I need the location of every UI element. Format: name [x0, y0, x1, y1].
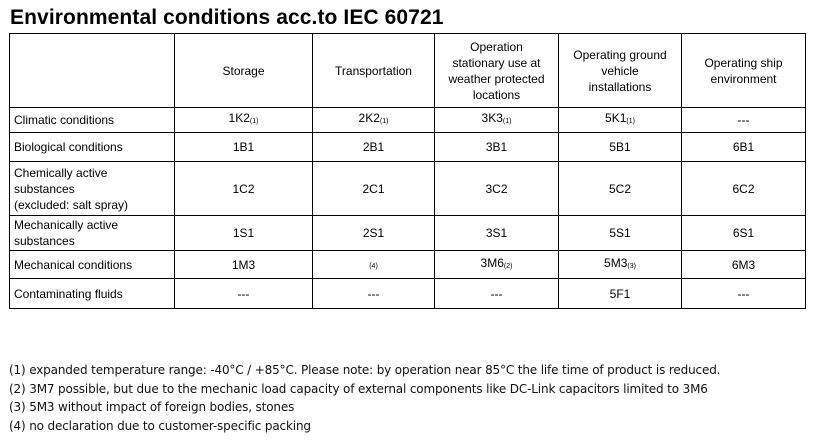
- footnote-reference: (4): [369, 262, 378, 270]
- table-cell: [175, 108, 313, 133]
- table-row: [10, 251, 806, 279]
- table-row: [10, 133, 806, 162]
- cell-value: 6M3: [731, 257, 756, 272]
- table-row: [10, 162, 806, 216]
- cell-value: 3C2: [485, 181, 508, 196]
- table-cell: [313, 108, 435, 133]
- row-label-text: substances: [14, 181, 75, 196]
- table-cell: [313, 162, 435, 216]
- cell-value: 1K2: [228, 111, 250, 125]
- footnote-reference: (1): [379, 118, 389, 125]
- cell-value: 6S1: [732, 226, 755, 240]
- column-header: [682, 34, 806, 108]
- cell-value: 1M3: [231, 257, 256, 272]
- row-label-cell: [10, 251, 175, 279]
- column-header-text: Storage: [222, 63, 265, 78]
- table-cell: [313, 279, 435, 309]
- table-header-row: [10, 34, 806, 108]
- cell-value: 2B1: [362, 140, 385, 154]
- page-title: Environmental conditions acc.to IEC 60721: [10, 6, 444, 29]
- column-header-text: Operating ground: [573, 47, 667, 62]
- column-header-text: Transportation: [335, 63, 412, 78]
- footnote-reference: (2): [503, 262, 513, 270]
- table-cell: [682, 251, 806, 279]
- table-cell: [175, 133, 313, 162]
- column-header-text: Operating ship: [704, 55, 783, 70]
- table-cell: [435, 133, 559, 162]
- cell-value: 5C2: [608, 181, 631, 196]
- table-row: [10, 216, 806, 251]
- footnote-line: (3) 5M3 without impact of foreign bodies, stones: [9, 400, 295, 415]
- table-cell: [682, 162, 806, 216]
- table-cell: [313, 133, 435, 162]
- cell-value: ---: [490, 286, 503, 301]
- row-label-text: substances: [14, 234, 75, 248]
- column-header-text: installations: [588, 79, 652, 94]
- footnote-reference: (1): [502, 118, 512, 125]
- cell-value: 2K2: [358, 111, 380, 125]
- table-cell: [175, 162, 313, 216]
- table-cell: [559, 279, 682, 309]
- cell-value: 3B1: [485, 140, 508, 154]
- table-cell: [435, 216, 559, 251]
- table-cell: [175, 216, 313, 251]
- row-label-text: Chemically active: [14, 165, 108, 180]
- cell-value: 5K1: [605, 111, 627, 125]
- cell-value: ---: [237, 286, 250, 301]
- table-cell: [435, 251, 559, 279]
- cell-value: ---: [737, 113, 750, 127]
- table-cell: [175, 279, 313, 309]
- cell-value: 5S1: [609, 226, 631, 240]
- table-cell: [435, 162, 559, 216]
- column-header: [435, 34, 559, 108]
- cell-value: 1C2: [232, 181, 255, 196]
- row-label-text: (excluded: salt spray): [14, 197, 129, 212]
- footnote-reference: (3): [627, 262, 636, 270]
- column-header-text: weather protected: [448, 71, 545, 86]
- table-cell: [559, 162, 682, 216]
- row-label-cell: [10, 216, 175, 251]
- footnote-line: (4) no declaration due to customer-specific packing: [9, 418, 311, 433]
- row-label-text: Biological conditions: [14, 140, 123, 154]
- table-cell: [175, 251, 313, 279]
- table-cell: [313, 216, 435, 251]
- cell-value: ---: [367, 286, 380, 301]
- footnote-reference: (1): [626, 118, 635, 125]
- column-header: [175, 34, 313, 108]
- environmental-conditions-table: [9, 33, 806, 309]
- table-cell: [435, 279, 559, 309]
- row-label-cell: [10, 108, 175, 133]
- footnotes: [9, 361, 720, 435]
- row-label-text: Contaminating fluids: [14, 286, 123, 301]
- cell-value: 5M3: [604, 255, 628, 270]
- column-header-text: locations: [472, 87, 521, 102]
- column-header-text: vehicle: [601, 63, 639, 78]
- cell-value: 5B1: [609, 140, 631, 154]
- table-cell: [435, 108, 559, 133]
- cell-value: 3S1: [485, 226, 508, 240]
- cell-value: 2C1: [362, 181, 385, 196]
- cell-value: 3K3: [481, 111, 503, 125]
- column-header-text: stationary use at: [452, 55, 541, 70]
- cell-value: 2S1: [362, 226, 385, 240]
- table-row: [10, 108, 806, 133]
- row-label-cell: [10, 279, 175, 309]
- header-corner-cell: [10, 34, 175, 108]
- footnote-line: (2) 3M7 possible, but due to the mechanic load capacity of external components like DC-Link capacitors limited to 3M6: [9, 381, 708, 396]
- table-cell: [559, 216, 682, 251]
- cell-value: 1S1: [232, 226, 255, 240]
- table-cell: [559, 133, 682, 162]
- column-header-text: Operation: [470, 39, 523, 54]
- table-cell: [682, 216, 806, 251]
- cell-value: 1B1: [232, 140, 255, 154]
- cell-value: 6B1: [732, 140, 755, 154]
- row-label-text: Mechanical conditions: [14, 257, 133, 272]
- column-header: [559, 34, 682, 108]
- row-label-text: Climatic conditions: [14, 113, 115, 127]
- table-cell: [682, 108, 806, 133]
- row-label-text: Mechanically active: [14, 218, 119, 232]
- table-body: [10, 108, 806, 309]
- table-cell: [682, 279, 806, 309]
- row-label-cell: [10, 162, 175, 216]
- table-cell: [559, 251, 682, 279]
- table-cell: [313, 251, 435, 279]
- row-label-cell: [10, 133, 175, 162]
- column-header: [313, 34, 435, 108]
- footnote-reference: (1): [249, 118, 259, 125]
- cell-value: 5F1: [609, 286, 631, 301]
- table-row: [10, 279, 806, 309]
- table-cell: [682, 133, 806, 162]
- cell-value: ---: [737, 286, 750, 301]
- footnote-line: (1) expanded temperature range: -40°C / +85°C. Please note: by operation near 85°C the life time of product is reduced.: [9, 363, 721, 377]
- table-cell: [559, 108, 682, 133]
- cell-value: 3M6: [480, 255, 504, 270]
- cell-value: 6C2: [732, 181, 755, 196]
- column-header-text: environment: [710, 71, 777, 86]
